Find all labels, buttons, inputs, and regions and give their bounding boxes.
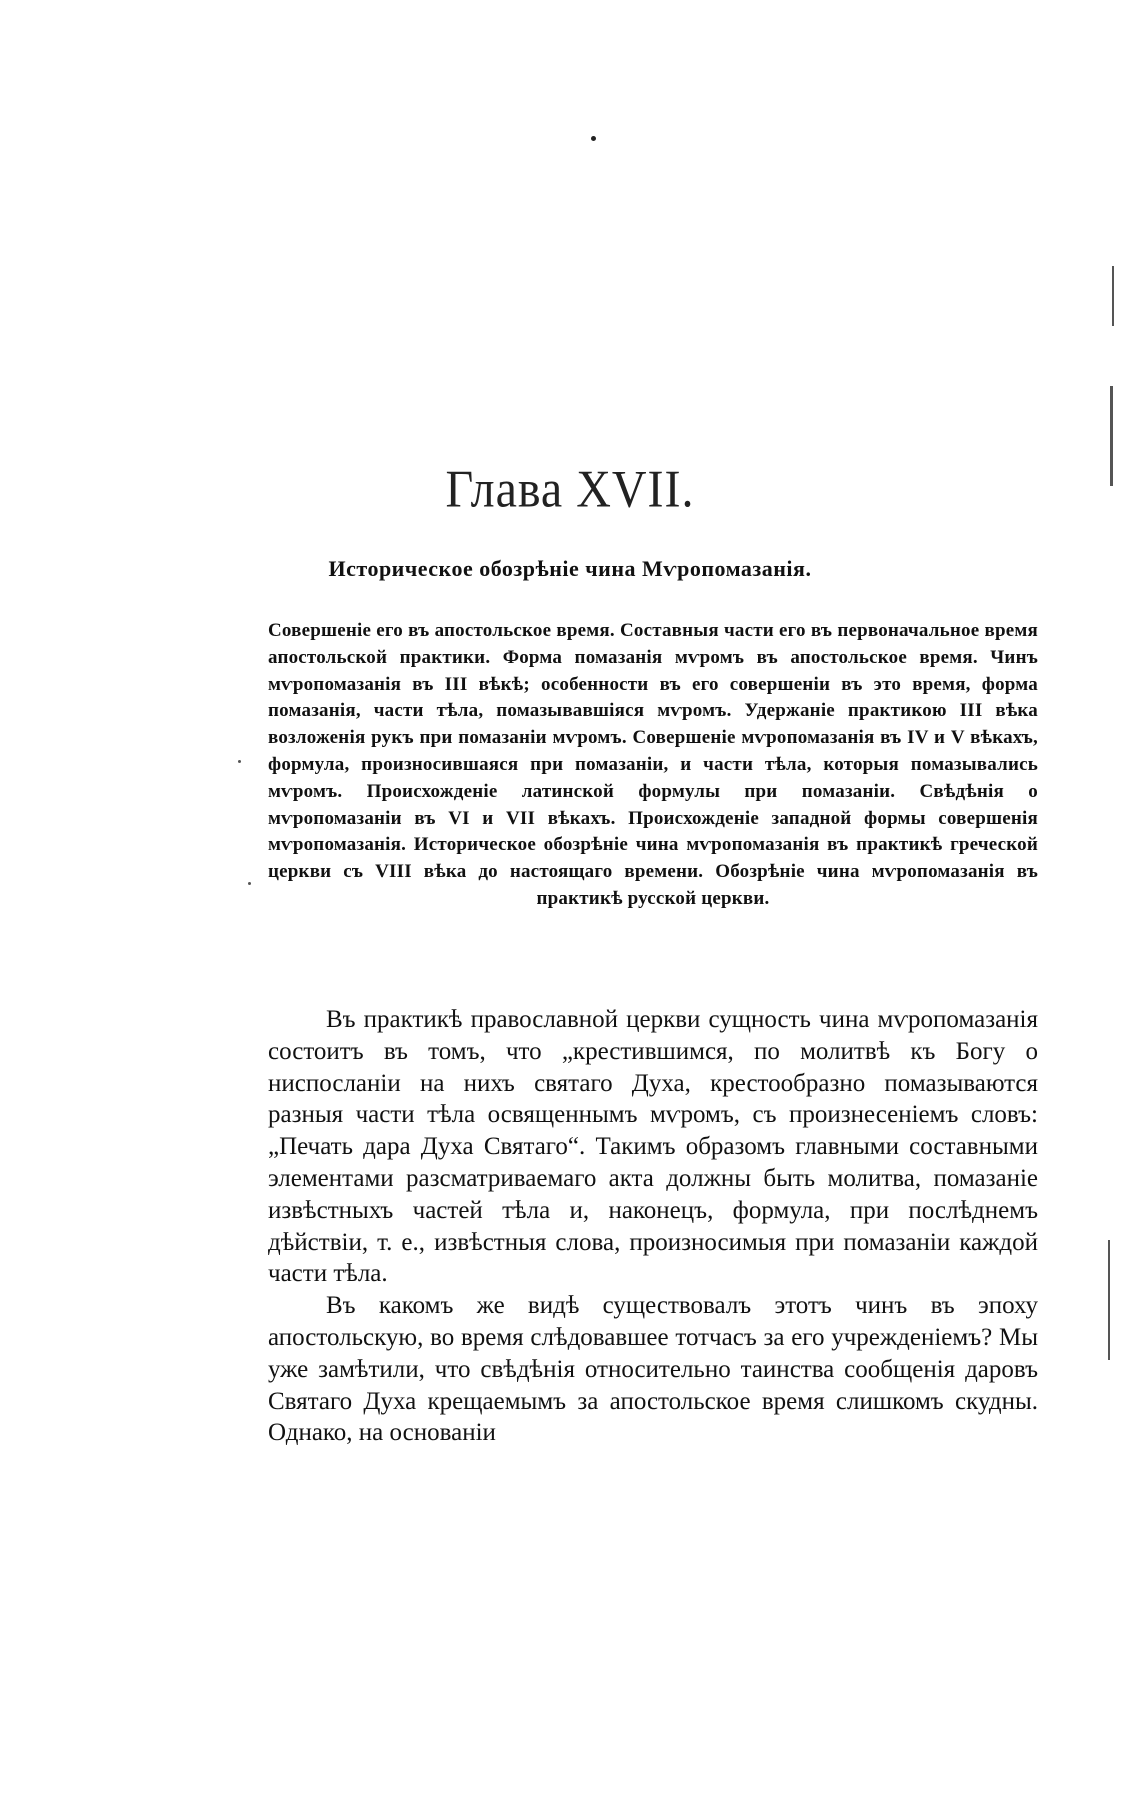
ink-speck	[591, 136, 596, 141]
chapter-subtitle: Историческое обозрѣніе чина Мѵропомазанія.	[328, 556, 812, 581]
scan-dot-mark	[248, 882, 251, 885]
chapter-summary: Совершеніе его въ апостольское время. Составныя части его въ первоначальное время апостольской практики. Форма помазанія мѵромъ въ апостольское время. Чинъ мѵропомазанія въ III вѣкѣ; особенности въ его совершеніи въ это время, форма помазанія, части тѣла, помазывавшіяся мѵромъ. Удержаніе практикою III вѣка возложенія рукъ при помазаніи мѵромъ. Совершеніе мѵропомазанія въ IV и V вѣкахъ, формула, произносившаяся при помазаніи, и части тѣла, которыя помазывались мѵромъ. Происхожденіе латинской формулы при помазаніи. Свѣдѣнія о мѵропомазаніи въ VI и VII вѣкахъ. Происхожденіе западной формы совершенія мѵропомазанія. Историческое обозрѣніе чина мѵропомазанія въ практикѣ греческой церкви съ VIII вѣка до настоящаго времени. Обозрѣніе чина мѵропомазанія въ практикѣ русской церкви.	[268, 620, 1038, 909]
paragraph: Въ какомъ же видѣ существовалъ этотъ чинъ въ эпоху апостольскую, во время слѣдовавшее тотчасъ за его учрежденіемъ? Мы уже замѣтили, что свѣдѣнія относительно таинства сообщенія даровъ Святаго Духа крещаемымъ за апостольское время слишкомъ скудны. Однако, на основаніи	[268, 1292, 1038, 1447]
scan-edge-mark	[1108, 1240, 1110, 1360]
chapter-title: Глава XVII.	[445, 460, 695, 519]
paragraph: Въ практикѣ православной церкви сущность чина мѵропомазанія состоитъ въ томъ, что „крестившимся, по молитвѣ къ Богу о ниспосланіи на нихъ святаго Духа, крестообразно помазываются разныя части тѣла освященнымъ мѵромъ, съ произнесеніемъ словъ: „Печать дара Духа Святаго“. Такимъ образомъ главными составными элементами разсматриваемаго акта должны быть молитва, помазаніе извѣстныхъ частей тѣла и, наконецъ, формула, при послѣднемъ дѣйствіи, т. е., извѣстныя слова, произносимыя при помазаніи каждой части тѣла.	[268, 1006, 1038, 1288]
body-text	[268, 1004, 1038, 1449]
scan-dot-mark	[238, 760, 241, 763]
scan-edge-mark	[1112, 266, 1114, 326]
